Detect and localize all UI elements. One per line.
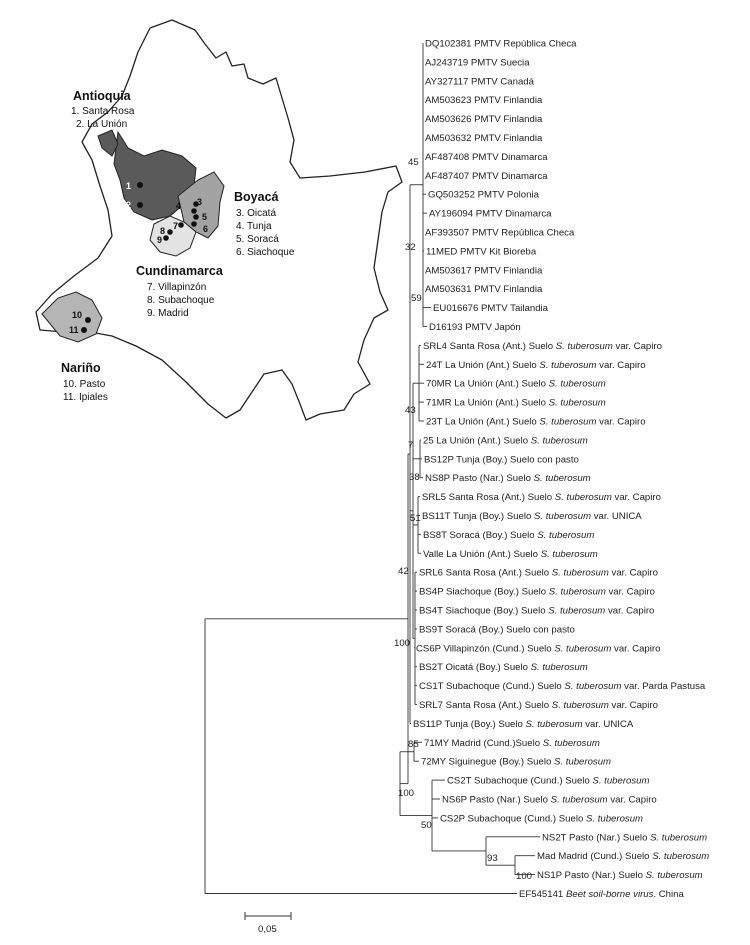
town-oicata: 3. Oicatá — [236, 208, 277, 219]
leaf-label: SRL5 Santa Rosa (Ant.) Suelo S. tuberosum var. Capiro — [422, 492, 661, 504]
legend-antioquia — [71, 89, 135, 130]
bootstrap-value: 45 — [408, 157, 419, 168]
bootstrap-value: 50 — [421, 820, 432, 831]
marker-dot-8 — [167, 229, 173, 235]
marker-label-7: 7 — [173, 221, 179, 231]
marker-label-10: 10 — [72, 310, 83, 320]
marker-label-4: 4 — [176, 201, 182, 211]
leaf-label: AF487407 PMTV Dinamarca — [425, 170, 548, 182]
marker-label-2: 2 — [126, 200, 132, 210]
leaf-label: AJ243719 PMTV Suecia — [425, 57, 530, 69]
leaf-label: 71MR La Unión (Ant.) Suelo S. tuberosum — [426, 397, 606, 409]
leaf-label: EU016676 PMTV Tailandia — [433, 303, 549, 315]
leaf-label: BS12P Tunja (Boy.) Suelo con pasto — [424, 454, 579, 466]
town-la-union: 2. La Unión — [76, 119, 128, 130]
leaf-label: NS1P Pasto (Nar.) Suelo S. tuberosum — [537, 870, 703, 882]
marker-label-3: 3 — [197, 197, 203, 207]
bootstrap-value: 7 — [408, 440, 414, 451]
leaf-label: AM503626 PMTV Finlandia — [425, 114, 543, 126]
leaf-label: EF545141 Beet soil-borne virus. China — [519, 889, 684, 900]
marker-label-1: 1 — [126, 181, 132, 191]
bootstrap-value: 43 — [405, 405, 416, 416]
town-madrid: 9. Madrid — [147, 308, 189, 319]
leaf-label: SRL7 Santa Rosa (Ant.) Suelo S. tuberosum var. Capiro — [419, 700, 658, 711]
leaf-label: 71MY Madrid (Cund.)Suelo S. tuberosum — [424, 737, 600, 749]
legend-narino — [61, 361, 108, 403]
bootstrap-value: 85 — [408, 739, 419, 750]
marker-dot-1 — [137, 182, 143, 188]
leaf-label: BS9T Soracá (Boy.) Suelo con pasto — [419, 624, 575, 636]
region-name-cundinamarca: Cundinamarca — [136, 264, 223, 278]
town-villapinzon: 7. Villapinzón — [147, 282, 207, 293]
marker-dot-5 — [193, 214, 199, 220]
leaf-label: 11MED PMTV Kit Bioreba — [426, 246, 537, 258]
marker-label-9: 9 — [157, 235, 163, 245]
leaf-label: NS6P Pasto (Nar.) Suelo S. tuberosum var. Capiro — [442, 794, 657, 806]
region-name-antioquia: Antioquia — [73, 89, 131, 103]
leaf-label: AY327117 PMTV Canadá — [425, 76, 534, 88]
bootstrap-value: 38 — [409, 472, 420, 483]
leaf-label: Mad Madrid (Cund.) Suelo S. tuberosum — [537, 851, 710, 863]
marker-dot-9 — [163, 235, 169, 241]
bootstrap-value: 100 — [516, 871, 533, 882]
marker-dot-2 — [137, 202, 143, 208]
leaf-label: NS2T Pasto (Nar.) Suelo S. tuberosum — [542, 832, 708, 844]
leaf-label: CS2T Subachoque (Cund.) Suelo S. tuberosum — [447, 775, 650, 787]
bootstrap-value: 93 — [487, 853, 498, 864]
leaf-label: 24T La Unión (Ant.) Suelo S. tuberosum var. Capiro — [426, 359, 646, 371]
leaf-label: D16193 PMTV Japón — [429, 322, 521, 333]
leaf-label: AM503632 PMTV Finlandia — [425, 133, 543, 144]
leaf-label: CS1T Subachoque (Cund.) Suelo S. tuberosum var. Parda Pastusa — [419, 681, 706, 693]
leaf-label: AF393507 PMTV República Checa — [425, 227, 575, 239]
town-santa-rosa: 1. Santa Rosa — [71, 106, 135, 117]
tree-leaves — [413, 39, 709, 901]
leaf-label: BS2T Oicatá (Boy.) Suelo S. tuberosum — [419, 662, 588, 674]
bootstrap-value: 51 — [410, 513, 421, 524]
leaf-label: 72MY Siguinegue (Boy.) Suelo S. tuberosum — [421, 756, 612, 768]
region-name-narino: Nariño — [61, 361, 101, 375]
bootstrap-value: 59 — [411, 293, 422, 304]
marker-dot-11 — [81, 327, 87, 333]
marker-label-11: 11 — [69, 325, 79, 335]
marker-dot-10 — [85, 317, 91, 323]
bootstrap-value: 100 — [398, 788, 415, 799]
leaf-label: 70MR La Unión (Ant.) Suelo S. tuberosum — [426, 378, 606, 390]
leaf-label: AY196094 PMTV Dinamarca — [429, 208, 552, 220]
town-soraca: 5. Soracá — [236, 234, 279, 245]
town-tunja: 4. Tunja — [236, 221, 272, 232]
marker-dot-4 — [191, 208, 197, 214]
leaf-label: CS2P Subachoque (Cund.) Suelo S. tuberosum — [440, 813, 644, 825]
town-siachoque: 6. Siachoque — [236, 247, 295, 258]
leaf-label: BS11T Tunja (Boy.) Suelo S. tuberosum var. UNICA — [422, 511, 642, 522]
leaf-label: NS8P Pasto (Nar.) Suelo S. tuberosum — [425, 473, 591, 485]
leaf-label: CS6P Villapinzón (Cund.) Suelo S. tuberosum var. Capiro — [416, 643, 661, 655]
leaf-label: AF487408 PMTV Dinamarca — [425, 151, 548, 163]
leaf-label: Valle La Unión (Ant.) Suelo S. tuberosum — [423, 548, 598, 560]
marker-dot-7 — [178, 222, 184, 228]
leaf-label: DQ102381 PMTV República Checa — [425, 38, 577, 50]
leaf-label: BS4P Siachoque (Boy.) Suelo S. tuberosum var. Capiro — [419, 586, 655, 598]
scale-bar — [245, 912, 291, 935]
bootstrap-value: 42 — [398, 566, 409, 577]
leaf-label: 23T La Unión (Ant.) Suelo S. tuberosum var. Capiro — [426, 416, 646, 428]
leaf-label: SRL4 Santa Rosa (Ant.) Suelo S. tuberosum var. Capiro — [423, 340, 662, 352]
colombia-map — [36, 20, 402, 420]
region-name-boyaca: Boyacá — [234, 190, 279, 204]
town-pasto: 10. Pasto — [63, 379, 106, 390]
leaf-label: SRL6 Santa Rosa (Ant.) Suelo S. tuberosum var. Capiro — [419, 567, 658, 579]
leaf-label: BS8T Soracá (Boy.) Suelo S. tuberosum — [423, 529, 595, 541]
town-ipiales: 11. Ipiales — [63, 392, 108, 403]
marker-label-8: 8 — [160, 226, 166, 236]
leaf-label: BS4T Siachoque (Boy.) Suelo S. tuberosum var. Capiro — [419, 605, 655, 617]
bootstrap-value: 32 — [405, 242, 416, 253]
marker-label-5: 5 — [202, 212, 208, 222]
leaf-label: AM503617 PMTV Finlandia — [425, 265, 543, 277]
leaf-label: AM503631 PMTV Finlandia — [425, 284, 543, 296]
bootstrap-value: 100 — [394, 638, 411, 649]
leaf-label: AM503623 PMTV Finlandia — [425, 95, 543, 107]
marker-dot-6 — [191, 221, 197, 227]
town-subachoque: 8. Subachoque — [147, 295, 215, 306]
leaf-label: 25 La Unión (Ant.) Suelo S. tuberosum — [423, 435, 588, 447]
leaf-label: BS11P Tunja (Boy.) Suelo S. tuberosum var. UNICA — [413, 718, 634, 730]
leaf-label: GQ503252 PMTV Polonia — [428, 189, 539, 201]
marker-label-6: 6 — [203, 224, 209, 234]
scale-bar-label: 0,05 — [258, 924, 277, 935]
